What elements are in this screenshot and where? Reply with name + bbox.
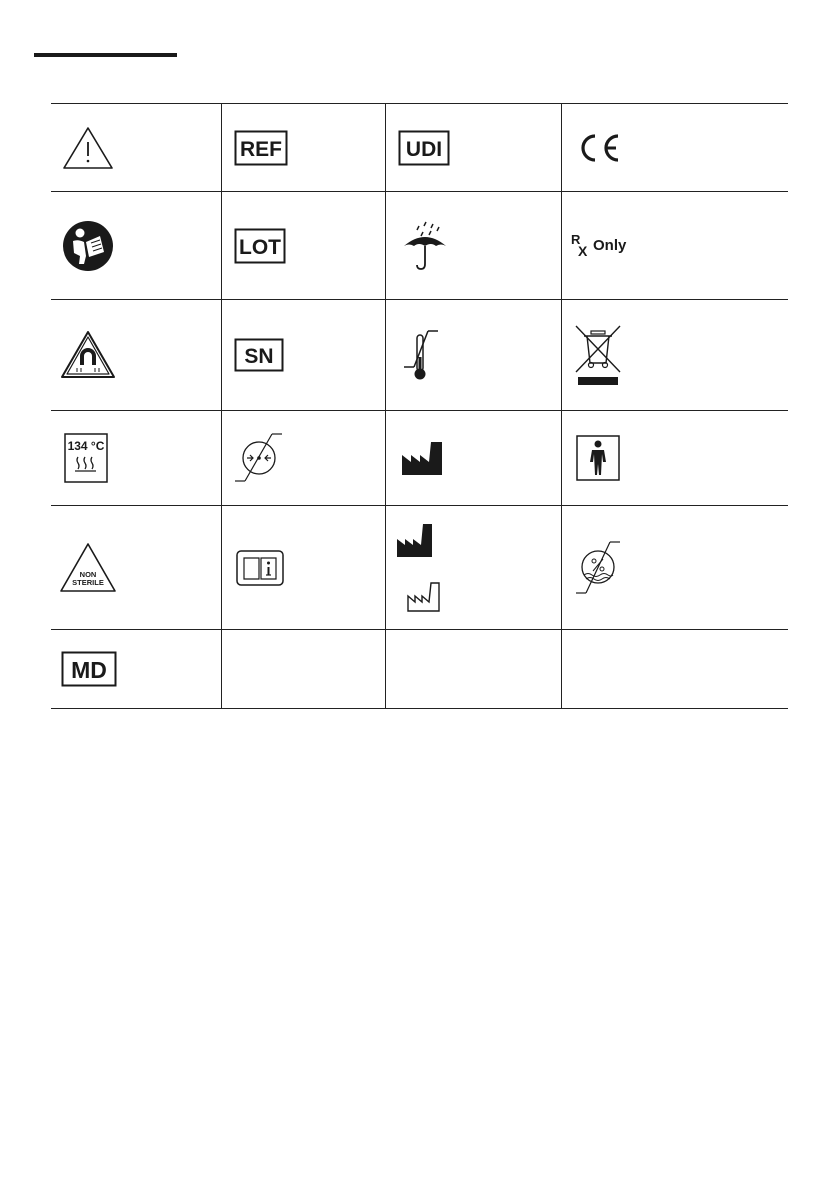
ref-icon (234, 130, 288, 166)
svg-text:Only: Only (592, 236, 626, 254)
manufacturer-icon (401, 440, 443, 476)
table-cell (51, 300, 221, 411)
table-cell (561, 300, 788, 411)
temperature-limit-icon (402, 327, 444, 383)
svg-text:LOT: LOT (238, 235, 281, 259)
table-cell-empty (221, 630, 385, 709)
ce-mark-icon (577, 131, 623, 165)
svg-text:X: X (577, 242, 587, 259)
svg-text:UDI: UDI (405, 137, 442, 161)
non-sterile-icon (59, 542, 117, 594)
table-cell-empty (561, 630, 788, 709)
table-cell (561, 411, 788, 506)
svg-text:MD: MD (71, 657, 107, 683)
svg-text:NON: NON (79, 569, 97, 579)
pressure-limit-icon (232, 431, 286, 485)
table-cell (385, 104, 561, 192)
table-cell (561, 192, 788, 300)
rx-only-icon (569, 231, 639, 261)
svg-text:STERILE: STERILE (72, 577, 104, 587)
weee-bin-icon (573, 323, 623, 387)
table-cell (221, 506, 385, 630)
table-cell (385, 300, 561, 411)
medical-device-icon (61, 651, 117, 687)
table-cell (221, 300, 385, 411)
table-cell (221, 411, 385, 506)
table-cell (51, 192, 221, 300)
humidity-limit-icon (574, 539, 624, 597)
keep-dry-icon (401, 220, 449, 272)
table-row (51, 104, 788, 192)
sterilize-134c-icon (64, 433, 108, 483)
table-cell (51, 104, 221, 192)
table-cell (51, 630, 221, 709)
symbols-table (51, 103, 788, 709)
svg-text:REF: REF (239, 137, 282, 161)
table-cell (221, 192, 385, 300)
table-cell (51, 411, 221, 506)
table-cell (385, 192, 561, 300)
svg-text:134 °C: 134 °C (67, 439, 105, 453)
table-cell (561, 506, 788, 630)
section-title-rule (34, 53, 177, 57)
read-manual-icon (62, 220, 114, 272)
table-cell (385, 506, 561, 630)
warning-triangle-icon (61, 125, 115, 171)
serial-number-icon (234, 338, 284, 372)
svg-text:SN: SN (243, 345, 274, 368)
lot-icon (234, 228, 286, 264)
manufacture-date-icon (396, 523, 446, 613)
type-b-applied-part-icon (576, 435, 620, 481)
svg-text:R: R (570, 231, 580, 247)
mri-unsafe-icon (60, 330, 116, 380)
table-row (51, 411, 788, 506)
udi-icon (398, 130, 450, 166)
table-cell (385, 411, 561, 506)
table-cell (221, 104, 385, 192)
table-cell (561, 104, 788, 192)
consult-eifu-icon (236, 548, 284, 588)
table-row (51, 506, 788, 630)
table-cell-empty (385, 630, 561, 709)
table-row (51, 300, 788, 411)
table-cell (51, 506, 221, 630)
table-row (51, 630, 788, 709)
table-row (51, 192, 788, 300)
